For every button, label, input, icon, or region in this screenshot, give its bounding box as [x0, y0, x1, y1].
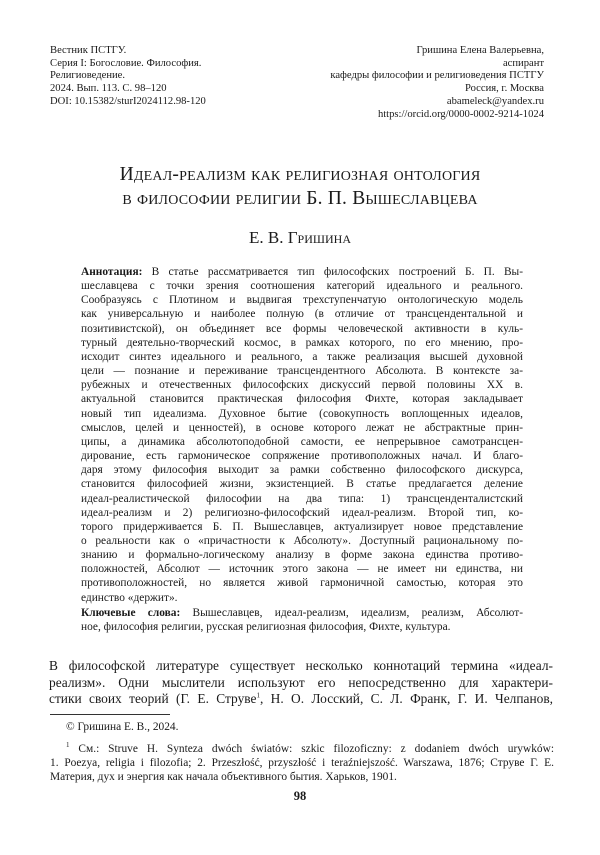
author-position: аспирант — [502, 57, 544, 69]
author-department: кафедры философии и религиоведения ПСТГУ — [330, 70, 544, 82]
abstract-line: знанию и формально-логическому анализу в форме закона единства противо- — [81, 549, 523, 562]
abstract — [81, 265, 523, 605]
keywords-line-2: ное, философия религии, русская религиозная философия, Фихте, культура. — [81, 621, 451, 634]
keywords-line-1-text: Вышеславцев, идеал-реализм, идеализм, реализм, Абсолют- — [180, 607, 523, 619]
author-email: abameleck@yandex.ru — [446, 95, 544, 107]
author-info — [244, 45, 544, 121]
abstract-line: смыслов, целей и ценностей), в основе которого лежат не абстрактные прин- — [81, 421, 523, 434]
body-line — [49, 691, 553, 708]
article-title-line-2: в философии религии Б. П. Вышеславцева — [122, 188, 478, 209]
abstract-line: шеславцева с точки зрения соотношения категорий идеального и реального. — [81, 280, 523, 293]
body-line: реализм». Одни мыслители используют его непосредственно для характери- — [49, 674, 553, 690]
journal-series: Серия I: Богословие. Философия. — [50, 57, 202, 69]
article-title-line-1: Идеал-реализм как религиозная онтология — [119, 164, 481, 185]
abstract-line: даря этому философия выходит за рамки собственно философского дискурса, — [81, 464, 523, 477]
keywords — [81, 606, 523, 634]
author-location: Россия, г. Москва — [464, 83, 544, 95]
copyright: © Гришина Е. В., 2024. — [66, 721, 179, 733]
body-line: В философской литературе существует несколько коннотаций термина «идеал- — [49, 658, 553, 673]
abstract-line — [81, 265, 523, 279]
abstract-line: становится философией жизни, экзистенцией. В статье предлагается деление — [81, 478, 523, 491]
footnote-separator — [50, 714, 170, 715]
article-body — [49, 658, 553, 708]
footnote-line-1 — [50, 742, 554, 756]
footnote-line-3: Материя, дух и энергия как начала объективного бытия. Харьков, 1901. — [50, 771, 397, 784]
abstract-line: новый тип идеализма. Духовное бытие (совокупность воплощенных идеалов, — [81, 407, 523, 420]
abstract-line: позитивистской), он объединяет все формы человеческой активности в куль- — [81, 322, 523, 335]
abstract-line: идеал-реализм и 2) религиозно-философский идеал-реализм. Второй тип, ко- — [81, 506, 523, 519]
footnote — [50, 742, 554, 785]
journal-issue: 2024. Вып. 113. С. 98–120 — [50, 83, 167, 95]
page-number: 98 — [293, 789, 307, 803]
keywords-label: Ключевые слова: — [81, 607, 181, 619]
keywords-line-1 — [81, 606, 523, 620]
abstract-line: рубежных и отечественных философских дискуссий первой половины XX в. — [81, 379, 523, 392]
abstract-line: дирование, есть гармоническое сопряжение противоположных начал. И благо- — [81, 450, 523, 463]
footnote-marker: 1 — [66, 741, 70, 750]
footnote-line-1-text: См.: Struve H. Synteza dwóch światów: szkic filozoficzny: z dodaniem dwóch urywków: — [69, 743, 554, 755]
footnote-line-2: 1. Poezya, religia i filozofia; 2. Przeszłość, przyszłość i teraźniejszość. Warszawa, 1876; Струве Г. Е. — [50, 757, 554, 770]
abstract-line: ципы, а динамика абсолютоподобной самости, ее непрерывное самотрансцен- — [81, 435, 523, 448]
article-author: Е. В. Гришина — [249, 228, 351, 247]
abstract-line: актуальной становится практическая философия Фихте, которая закладывает — [81, 393, 523, 406]
author-full-name: Гришина Елена Валерьевна, — [416, 45, 544, 56]
abstract-line: цели — познание и переживание трансцендентного Абсолюта. В контексте за- — [81, 365, 523, 378]
article-title — [40, 163, 560, 211]
abstract-line: о реальности как о «причастности к Абсолюту». Доступный рациональному по- — [81, 534, 523, 547]
abstract-line: идеал-реалистической философии на два типа: 1) трансценденталистский — [81, 492, 523, 505]
journal-doi: DOI: 10.15382/sturI2024112.98-120 — [50, 95, 206, 107]
abstract-line: положностей, Абсолют — источник этого закона — не имеет ни единства, ни — [81, 563, 523, 576]
body-line-text: , Н. О. Лосский, С. Л. Франк, Г. И. Челпанов, — [259, 691, 553, 707]
abstract-line-text: В статье рассматривается тип философских построений Б. П. Вы- — [142, 266, 523, 278]
abstract-line: единство «держит». — [81, 591, 178, 604]
abstract-line: исходит синтез идеального и реального, а также реализация высшей духовной — [81, 350, 523, 363]
journal-name: Вестник ПСТГУ. — [50, 45, 127, 56]
abstract-label: Аннотация: — [81, 266, 143, 278]
footnote-ref: 1 — [256, 691, 260, 700]
abstract-line: торого придерживается Б. П. Вышеславцев, актуализирует новое представление — [81, 520, 523, 533]
abstract-line: как универсальную и наиболее полную (в отличие от трансцендентальной и — [81, 308, 523, 321]
abstract-line: турный деятельно-творческий космос, в рамках которого, по его мнению, про- — [81, 336, 523, 349]
body-line-text: стики своих теорий (Г. Е. Струве — [49, 691, 257, 707]
abstract-line: Сообразуясь с Плотином и выдвигая трехступенчатую онтологическую модель — [81, 294, 523, 307]
author-orcid: https://orcid.org/0000-0002-9214-1024 — [377, 108, 544, 120]
journal-series-cont: Религиоведение. — [50, 70, 126, 82]
abstract-line: противоположностей, но является живой гармоничной самостью, которая это — [81, 577, 523, 590]
